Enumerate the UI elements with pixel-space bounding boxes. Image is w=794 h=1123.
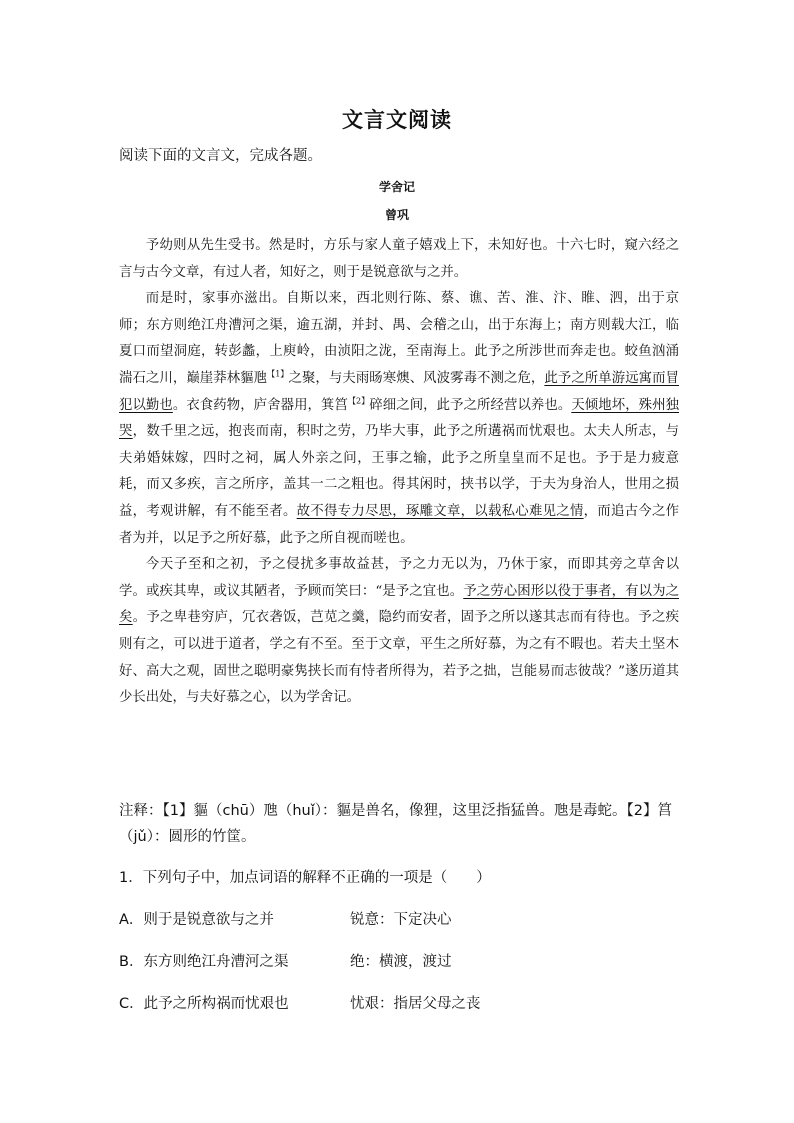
option-a[interactable]: [119, 908, 719, 930]
underlined-sentence-4: 予之劳心困形以役于事者，有以为之矣: [119, 583, 679, 626]
work-author: 曾巩: [384, 208, 409, 222]
annotation-notes: 注释：【1】貙（chū）虺（huǐ）：貙是兽名，像狸，这里泛指猛兽。虺是毒蛇。【2】筥（jǔ）：圆形的竹筐。: [119, 803, 672, 845]
underlined-sentence-2: 天倾地坏，殊州独哭: [119, 397, 679, 440]
underlined-sentence-1: 此予之所单游远寓而冒犯以勤也: [119, 370, 679, 413]
underlined-sentence-3: 故不得专力尽思，琢雕文章，以载私心难见之情: [296, 503, 584, 519]
option-b-gloss: 绝：横渡，渡过: [350, 954, 452, 970]
option-b-text: B．东方则绝江舟漕河之渠: [119, 954, 289, 970]
passage-text: ，数千里之远，抱丧而南，积时之劳，乃毕大事，此予之所遘祸而忧艰也。太夫人所志，与夫弟婚妹嫁，四时之祠，属人外亲之问，王事之输，此予之所皇皇而不足也。予于是力疲意耗，而又多疾，言之所序，盖其一二之粗也。得其闲时，挟书以学，于夫为身治人，世用之损益，考观讲解，有不能至者。: [119, 424, 680, 519]
passage-text: ，而追古今之作者为并，以足予之所好慕，此予之所自视而嗟也。: [119, 503, 680, 546]
option-c[interactable]: [119, 992, 719, 1014]
passage-text: 碎细之间，此予之所经营以养也。: [369, 397, 572, 413]
classical-passage: [119, 233, 679, 712]
option-c-text: C．此予之所构祸而忧艰也: [119, 996, 289, 1012]
question-1-stem: 1．下列句子中，加点词语的解释不正确的一项是（ ）: [119, 870, 491, 886]
note-reference-1: 【1】: [267, 369, 289, 379]
page-title: 文言文阅读: [342, 107, 452, 132]
option-a-text: A．则于是锐意欲与之并: [119, 912, 274, 928]
passage-text: 。衣食药物，庐舍器用，箕筥: [172, 397, 348, 413]
passage-paragraph-1: 予幼则从先生受书。然是时，方乐与家人童子嬉戏上下，未知好也。十六七时，窥六经之言与古今文章，有过人者，知好之，则于是锐意欲与之并。: [119, 238, 679, 280]
passage-text: 而是时，家事亦滋出。自斯以来，西北则行陈、蔡、谯、苦、淮、汴、睢、泗，出于京师；东方则绝江舟漕河之渠，逾五湖，并封、禺、会稽之山，出于东海上；南方则载大江，临夏口而望洞庭，转彭蠡，上庾岭，由浈阳之泷，至南海上。此予之所涉世而奔走也。蛟鱼汹涌湍石之川，巅崖莽林貙虺: [119, 291, 679, 386]
option-c-gloss: 忧艰：指居父母之丧: [350, 996, 481, 1012]
passage-text: 之聚，与夫雨旸寒燠、风波雾毒不测之危，: [288, 370, 545, 386]
option-b[interactable]: [119, 950, 719, 972]
instruction-text: 阅读下面的文言文，完成各题。: [119, 148, 322, 164]
passage-text: 今天子至和之初，予之侵扰多事故益甚，予之力无以为，乃休于家，而即其旁之草舍以学。或疾其卑，或议其陋者，予顾而笑曰：“是予之宜也。: [119, 557, 679, 599]
passage-text: 。予之卑巷穷庐，冗衣砻饭，芑苋之羹，隐约而安者，固予之所以遂其志而有待也。予之疾则有之，可以进于道者，学之有不至。至于文章，平生之所好慕，为之有不暇也。若夫土坚木好、高大之观，固世之聪明豪隽挟长而有恃者所得为，若予之拙，岂能易而志彼哉？”遂历道其少长出处，与夫好慕之心，以为学舍记。: [119, 610, 680, 706]
passage-paragraph-2: [119, 286, 679, 552]
option-a-gloss: 锐意：下定决心: [350, 912, 452, 928]
passage-paragraph-3: [119, 552, 679, 712]
note-reference-2: 【2】: [347, 396, 370, 406]
work-title: 学舍记: [378, 180, 415, 194]
